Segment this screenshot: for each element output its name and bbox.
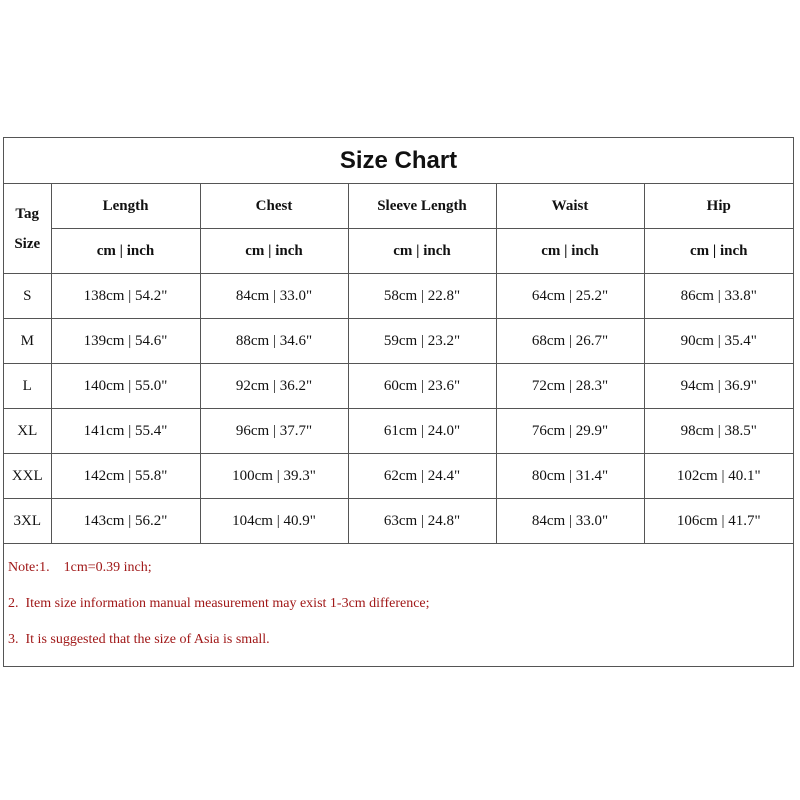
unit-label: cm | inch — [200, 229, 348, 274]
table-row — [4, 499, 793, 544]
length-cell: 139cm | 54.6" — [51, 319, 200, 364]
table-row — [4, 364, 793, 409]
length-cell: 143cm | 56.2" — [51, 499, 200, 544]
header-row — [4, 184, 793, 229]
waist-cell: 68cm | 26.7" — [496, 319, 644, 364]
chest-cell: 92cm | 36.2" — [200, 364, 348, 409]
chest-cell: 88cm | 34.6" — [200, 319, 348, 364]
hip-cell: 86cm | 33.8" — [644, 274, 793, 319]
sleeve-length-cell: 60cm | 23.6" — [348, 364, 496, 409]
size-chart — [3, 137, 794, 667]
unit-label: cm | inch — [51, 229, 200, 274]
size-cell: L — [4, 364, 51, 409]
size-cell: XXL — [4, 454, 51, 499]
table-row — [4, 409, 793, 454]
hip-cell: 90cm | 35.4" — [644, 319, 793, 364]
column-header-hip: Hip — [644, 184, 793, 229]
tag-size-header — [4, 184, 51, 274]
size-cell: M — [4, 319, 51, 364]
chest-cell: 104cm | 40.9" — [200, 499, 348, 544]
table-row — [4, 454, 793, 499]
note-line-1: Note:1. 1cm=0.39 inch; — [8, 560, 152, 575]
unit-label: cm | inch — [348, 229, 496, 274]
chest-cell: 96cm | 37.7" — [200, 409, 348, 454]
unit-label: cm | inch — [644, 229, 793, 274]
waist-cell: 84cm | 33.0" — [496, 499, 644, 544]
unit-label: cm | inch — [496, 229, 644, 274]
sleeve-length-cell: 61cm | 24.0" — [348, 409, 496, 454]
chart-title: Size Chart — [4, 138, 793, 184]
tag-label: Tag — [15, 205, 40, 222]
length-cell: 142cm | 55.8" — [51, 454, 200, 499]
size-cell: S — [4, 274, 51, 319]
hip-cell: 106cm | 41.7" — [644, 499, 793, 544]
table-row — [4, 274, 793, 319]
hip-cell: 98cm | 38.5" — [644, 409, 793, 454]
column-header-chest: Chest — [200, 184, 348, 229]
length-cell: 140cm | 55.0" — [51, 364, 200, 409]
sleeve-length-cell: 58cm | 22.8" — [348, 274, 496, 319]
size-table — [4, 184, 793, 544]
sleeve-length-cell: 63cm | 24.8" — [348, 499, 496, 544]
waist-cell: 76cm | 29.9" — [496, 409, 644, 454]
sleeve-length-cell: 59cm | 23.2" — [348, 319, 496, 364]
note-line-3: 3. It is suggested that the size of Asia is small. — [8, 632, 270, 647]
length-cell: 141cm | 55.4" — [51, 409, 200, 454]
waist-cell: 64cm | 25.2" — [496, 274, 644, 319]
sleeve-length-cell: 62cm | 24.4" — [348, 454, 496, 499]
units-row — [4, 229, 793, 274]
note-line-2: 2. Item size information manual measurement may exist 1-3cm difference; — [8, 596, 430, 611]
size-label: Size — [14, 235, 41, 252]
table-row — [4, 319, 793, 364]
chest-cell: 100cm | 39.3" — [200, 454, 348, 499]
hip-cell: 94cm | 36.9" — [644, 364, 793, 409]
chest-cell: 84cm | 33.0" — [200, 274, 348, 319]
size-cell: XL — [4, 409, 51, 454]
waist-cell: 72cm | 28.3" — [496, 364, 644, 409]
column-header-length: Length — [51, 184, 200, 229]
column-header-sleeve-length: Sleeve Length — [348, 184, 496, 229]
waist-cell: 80cm | 31.4" — [496, 454, 644, 499]
length-cell: 138cm | 54.2" — [51, 274, 200, 319]
hip-cell: 102cm | 40.1" — [644, 454, 793, 499]
size-cell: 3XL — [4, 499, 51, 544]
column-header-waist: Waist — [496, 184, 644, 229]
